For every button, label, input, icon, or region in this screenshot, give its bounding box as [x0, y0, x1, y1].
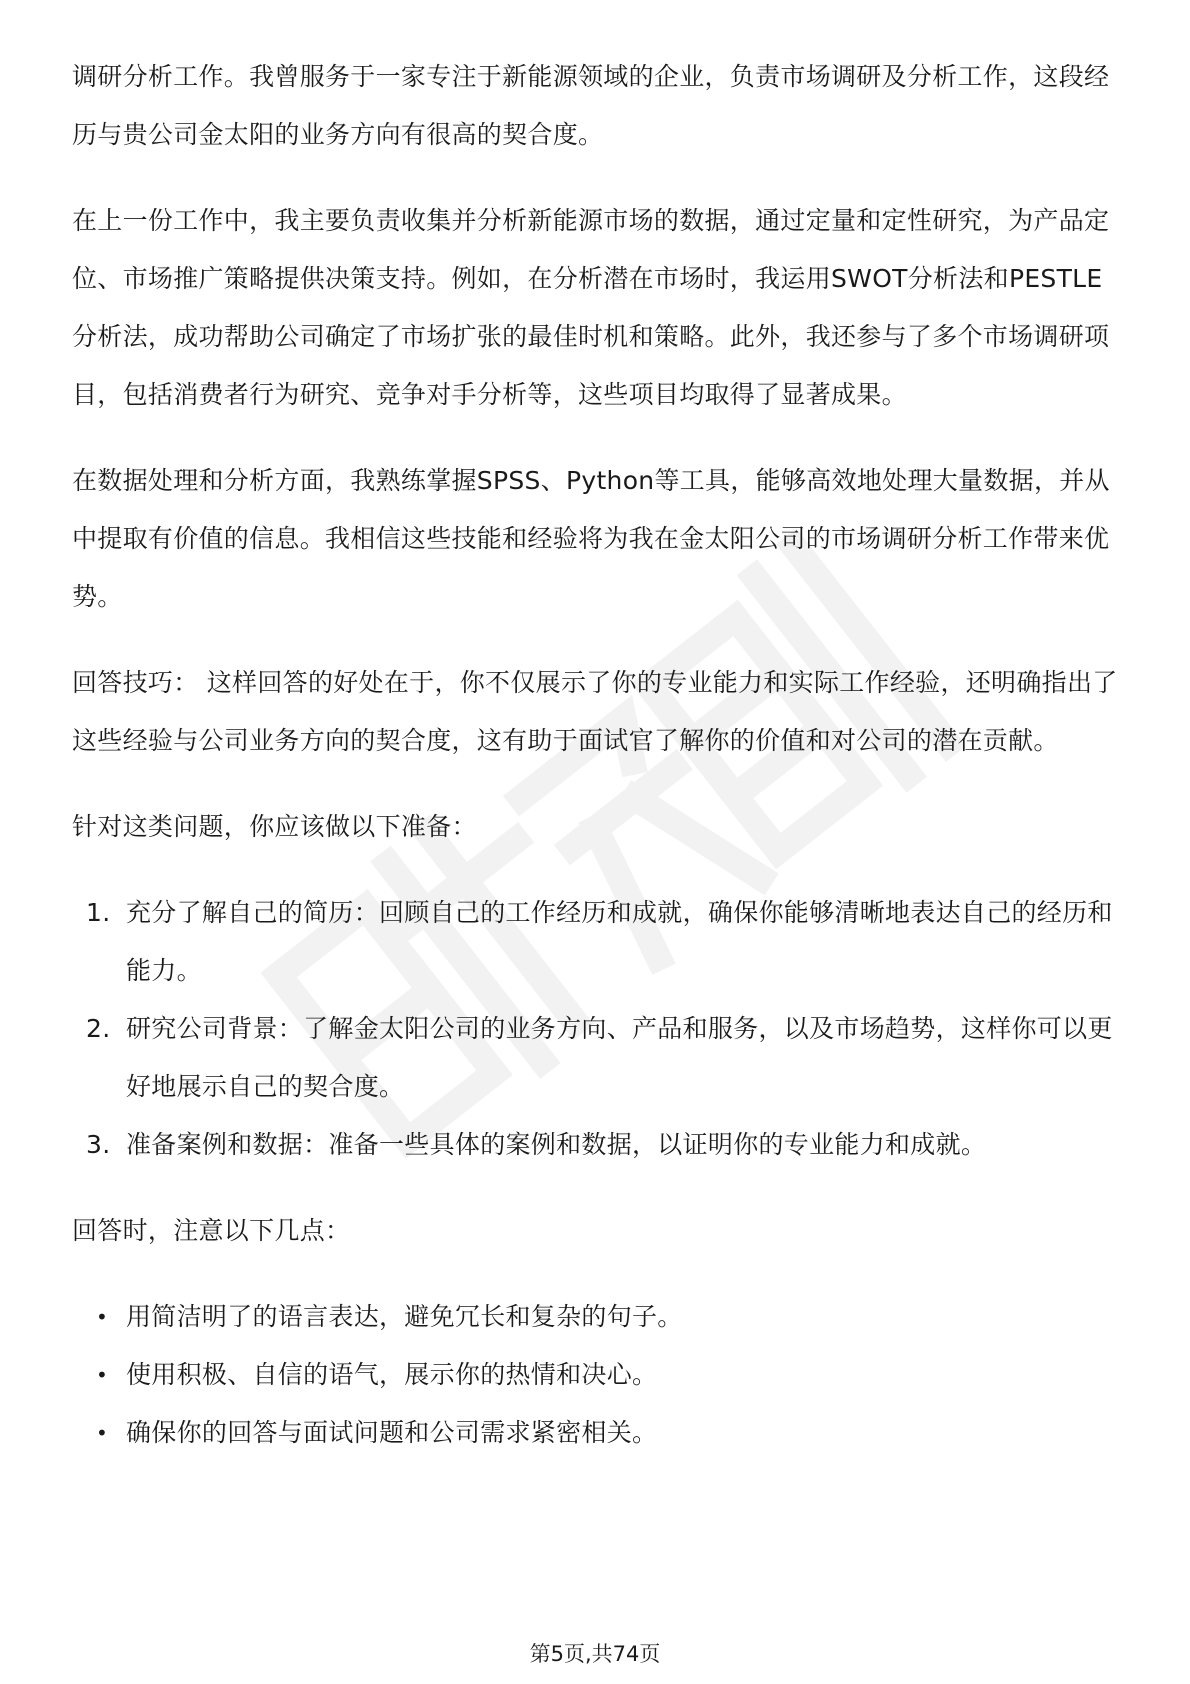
page-number: 第5页,共74页: [529, 1642, 661, 1666]
list-number: 2.: [86, 1014, 111, 1043]
list-item-text: 确保你的回答与面试问题和公司需求紧密相关。: [126, 1418, 658, 1447]
answer-tips-list: [72, 1288, 1122, 1462]
document-body: [72, 48, 1122, 1462]
bullet-icon: •: [96, 1305, 109, 1329]
list-number: 3.: [86, 1130, 111, 1159]
list-item: [72, 1116, 1122, 1174]
list-item-text: 研究公司背景：了解金太阳公司的业务方向、产品和服务，以及市场趋势，这样你可以更好地展示自己的契合度。: [126, 1014, 1113, 1101]
paragraph-answer-tip: 回答技巧： 这样回答的好处在于，你不仅展示了你的专业能力和实际工作经验，还明确指出了这些经验与公司业务方向的契合度，这有助于面试官了解你的价值和对公司的潜在贡献。: [72, 668, 1118, 755]
bullet-icon: •: [96, 1421, 109, 1445]
paragraph-answer-intro: 回答时，注意以下几点：: [72, 1216, 351, 1245]
paragraph-intro: 调研分析工作。我曾服务于一家专注于新能源领域的企业，负责市场调研及分析工作，这段经历与贵公司金太阳的业务方向有很高的契合度。: [72, 62, 1110, 149]
paragraph-experience: 在上一份工作中，我主要负责收集并分析新能源市场的数据，通过定量和定性研究，为产品定位、市场推广策略提供决策支持。例如，在分析潜在市场时，我运用SWOT分析法和PESTLE分析法，成功帮助公司确定了市场扩张的最佳时机和策略。此外，我还参与了多个市场调研项目，包括消费者行为研究、竞争对手分析等，这些项目均取得了显著成果。: [72, 206, 1110, 409]
list-item: [72, 1404, 1122, 1462]
list-number: 1.: [86, 898, 111, 927]
paragraph-skills: 在数据处理和分析方面，我熟练掌握SPSS、Python等工具，能够高效地处理大量数据，并从中提取有价值的信息。我相信这些技能和经验将为我在金太阳公司的市场调研分析工作带来优势。: [72, 466, 1110, 611]
list-item-text: 用简洁明了的语言表达，避免冗长和复杂的句子。: [126, 1302, 683, 1331]
list-item-text: 使用积极、自信的语气，展示你的热情和决心。: [126, 1360, 658, 1389]
paragraph-preparation-heading: 针对这类问题，你应该做以下准备：: [72, 812, 477, 841]
list-item: [72, 1000, 1122, 1116]
preparation-list: [72, 884, 1122, 1174]
list-item: [72, 1346, 1122, 1404]
list-item-text: 充分了解自己的简历：回顾自己的工作经历和成就，确保你能够清晰地表达自己的经历和能力。: [126, 898, 1113, 985]
list-item-text: 准备案例和数据：准备一些具体的案例和数据，以证明你的专业能力和成就。: [126, 1130, 987, 1159]
list-item: [72, 884, 1122, 1000]
bullet-icon: •: [96, 1363, 109, 1387]
list-item: [72, 1288, 1122, 1346]
